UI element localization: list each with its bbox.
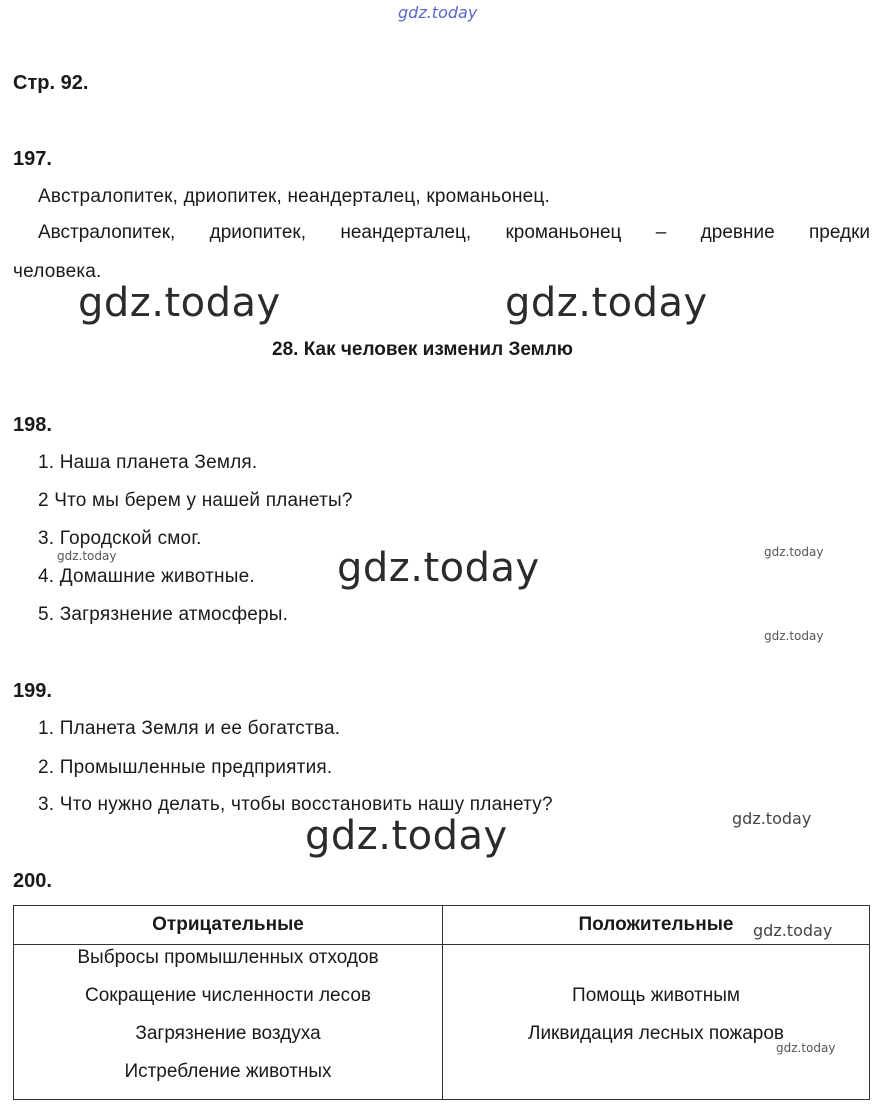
positive-item-2: Ликвидация лесных пожаров	[527, 1023, 785, 1044]
section-number-197: 197.	[13, 148, 52, 170]
section-197-line-1: Австралопитек, дриопитек, неандерталец, кроманьонец.	[38, 186, 550, 207]
watermark-big-2: gdz.today	[505, 280, 708, 326]
section-198-item-1: 1. Наша планета Земля.	[38, 452, 258, 473]
watermark-mid-1: gdz.today	[732, 809, 812, 828]
page-label: Стр. 92.	[13, 72, 89, 94]
positive-item-1: Помощь животным	[572, 985, 740, 1006]
negative-item-3: Загрязнение воздуха	[135, 1023, 321, 1044]
comparison-table	[13, 905, 870, 1100]
watermark-top: gdz.today	[398, 3, 478, 22]
section-198-item-5: 5. Загрязнение атмосферы.	[38, 604, 289, 625]
watermark-big-1: gdz.today	[78, 280, 281, 326]
watermark-mid-2: gdz.today	[753, 921, 833, 940]
chapter-heading: 28. Как человек изменил Землю	[272, 339, 574, 360]
watermark-big-4: gdz.today	[305, 813, 508, 859]
section-199-item-1: 1. Планета Земля и ее богатства.	[38, 718, 341, 739]
negative-item-4: Истребление животных	[124, 1061, 332, 1082]
watermark-small-1: gdz.today	[57, 549, 117, 563]
section-number-199: 199.	[13, 680, 52, 702]
section-number-200: 200.	[13, 870, 52, 892]
watermark-small-3: gdz.today	[764, 629, 824, 643]
negative-cell	[14, 945, 443, 1100]
header-positive: Положительные	[443, 906, 870, 945]
section-198-item-4: 4. Домашние животные.	[38, 566, 255, 587]
negative-item-2: Сокращение численности лесов	[84, 985, 371, 1006]
section-198-item-3: 3. Городской смог.	[38, 528, 202, 549]
positive-cell	[443, 945, 870, 1100]
negative-item-1: Выбросы промышленных отходов	[77, 947, 379, 968]
section-199-item-2: 2. Промышленные предприятия.	[38, 757, 333, 778]
section-197-line-2: Австралопитек, дриопитек, неандерталец, кроманьонец – древние предки	[38, 222, 870, 243]
section-199-item-3: 3. Что нужно делать, чтобы восстановить нашу планету?	[38, 794, 553, 815]
section-197-line-3: человека.	[13, 261, 102, 282]
watermark-big-3: gdz.today	[337, 545, 540, 591]
watermark-small-4: gdz.today	[776, 1041, 836, 1055]
watermark-small-2: gdz.today	[764, 545, 824, 559]
section-number-198: 198.	[13, 414, 52, 436]
header-negative: Отрицательные	[14, 906, 443, 945]
section-198-item-2: 2 Что мы берем у нашей планеты?	[38, 490, 353, 511]
